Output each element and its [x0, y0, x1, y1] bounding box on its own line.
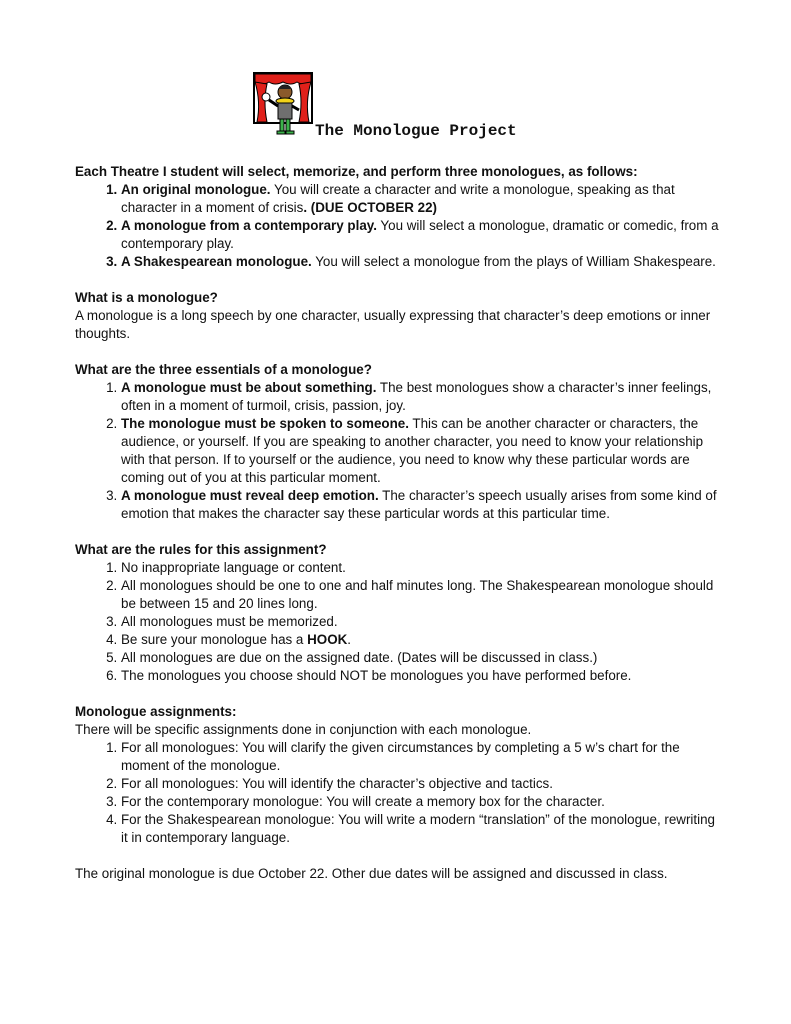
essentials-list [75, 379, 725, 523]
item-bold-text: A monologue must reveal deep emotion. [121, 488, 379, 503]
list-item [121, 253, 725, 271]
list-item: 4. For the Shakespearean monologue: You will write a modern “translation” of the monologue, rewriting it in contemporary language. [121, 811, 725, 847]
list-item [121, 631, 725, 649]
list-item [121, 613, 725, 631]
item-text: The character’s speech usually arises from some kind of emotion that makes the character say these particular words at this particular time. [121, 488, 717, 521]
item-text: The best monologues show a character’s inner feelings, often in a moment of turmoil, crisis, passion, joy. [121, 380, 712, 413]
item-text: All monologues should be one to one and half minutes long. The Shakespearean monologue should be between 15 and 20 lines long. [121, 578, 714, 611]
item-text: The monologues you choose should NOT be monologues you have performed before. [121, 668, 632, 683]
hook-bold-text: HOOK [307, 632, 348, 647]
list-item: 2. For all monologues: You will identify the character’s objective and tactics. [121, 775, 725, 793]
list-item [121, 379, 725, 415]
due-date-text: . (DUE OCTOBER 22) [303, 200, 438, 215]
list-item [121, 415, 725, 487]
monologue-types-list [75, 181, 725, 271]
list-item: 3. For the contemporary monologue: You will create a memory box for the character. [121, 793, 725, 811]
item-bold-text: An original monologue. [121, 182, 271, 197]
section-heading-assignments: Monologue assignments: [75, 704, 237, 719]
list-item [121, 217, 725, 253]
section-heading-essentials: What are the three essentials of a monologue? [75, 362, 372, 377]
document-header [253, 72, 573, 138]
item-text: No inappropriate language or content. [121, 560, 346, 575]
actor-on-stage-with-skull-icon [253, 72, 313, 136]
page-title: The Monologue Project [315, 122, 517, 140]
item-text: You will create a character and write a monologue, speaking as that character in a moment of crisis [121, 182, 675, 215]
item-bold-text: A monologue from a contemporary play. [121, 218, 377, 233]
section-heading-rules: What are the rules for this assignment? [75, 542, 327, 557]
item-text: All monologues are due on the assigned date. (Dates will be discussed in class.) [121, 650, 598, 665]
definition-text: A monologue is a long speech by one character, usually expressing that character’s deep emotions or inner thoughts. [75, 308, 711, 341]
list-item [121, 667, 725, 685]
item-text: . [347, 632, 352, 647]
list-item: 1. For all monologues: You will clarify the given circumstances by completing a 5 w’s chart for the moment of the monologue. [121, 739, 725, 775]
item-text: This can be another character or characters, the audience, or yourself. If you are speaking to another character, you need to know your relationship with that person. If to yourself or the audience, you need to know why these particular words are coming out of you at this particular moment. [121, 416, 704, 485]
assignments-list [75, 739, 725, 847]
assignments-intro: There will be specific assignments done in conjunction with each monologue. [75, 722, 532, 737]
rules-list [75, 559, 725, 685]
item-bold-text: A Shakespearean monologue. [121, 254, 312, 269]
document-body [75, 163, 725, 883]
list-item [121, 181, 725, 217]
item-text: You will select a monologue from the plays of William Shakespeare. [311, 254, 716, 269]
list-item [121, 487, 725, 523]
item-bold-text: The monologue must be spoken to someone. [121, 416, 409, 431]
item-text: You will select a monologue, dramatic or comedic, from a contemporary play. [121, 218, 719, 251]
intro-text: Each Theatre I student will select, memorize, and perform three monologues, as follows: [75, 164, 638, 179]
list-item [121, 559, 725, 577]
item-text: Be sure your monologue has a [121, 632, 308, 647]
list-item [121, 649, 725, 667]
closing-text: The original monologue is due October 22. Other due dates will be assigned and discussed in class. [75, 866, 668, 881]
section-heading-what-is: What is a monologue? [75, 290, 218, 305]
list-item [121, 577, 725, 613]
item-text: All monologues must be memorized. [121, 614, 338, 629]
item-bold-text: A monologue must be about something. [121, 380, 377, 395]
